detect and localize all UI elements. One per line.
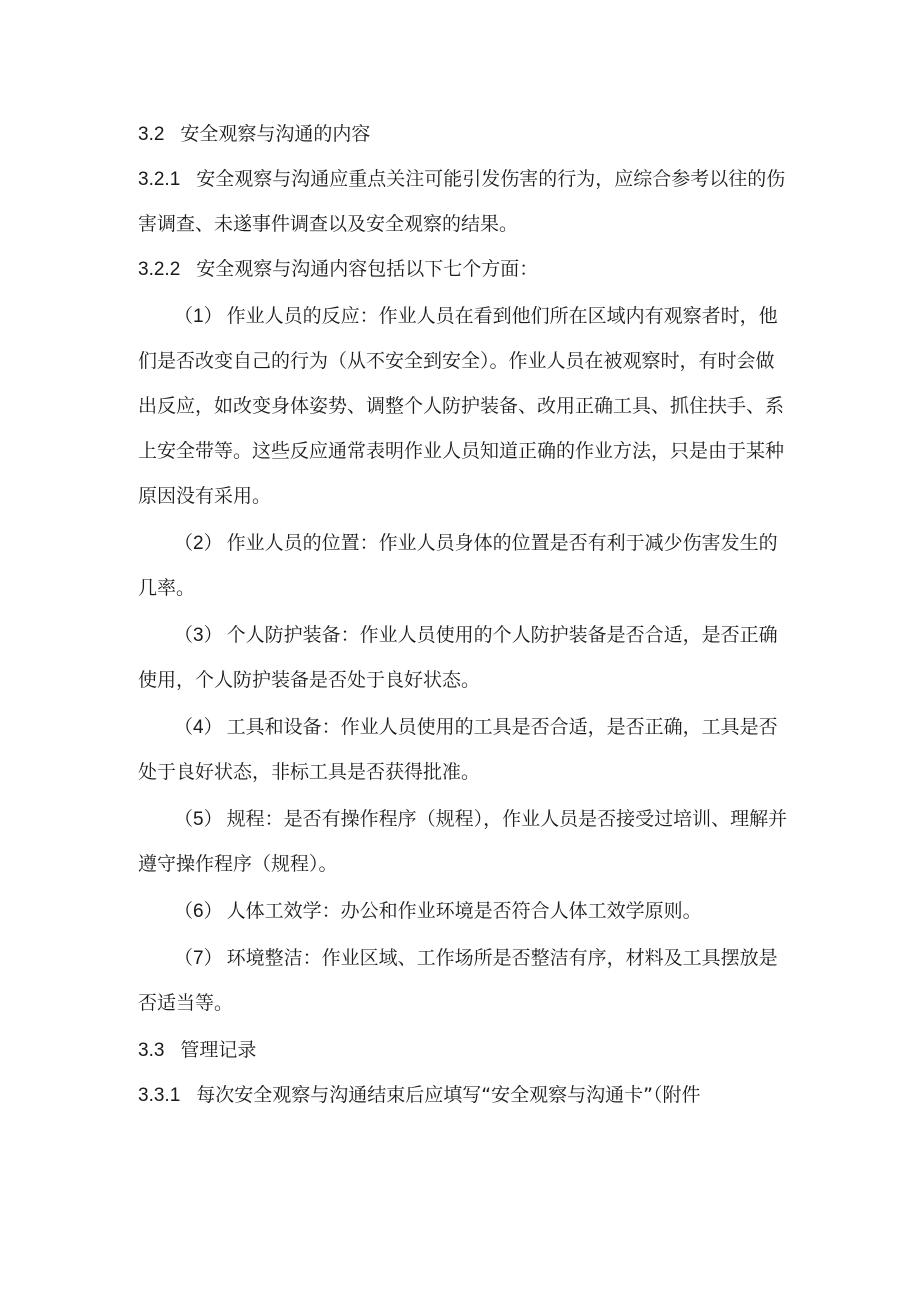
section-title: 安全观察与沟通的内容 bbox=[180, 123, 371, 145]
item-number: （1） bbox=[174, 306, 223, 327]
item-text: 作业人员的位置：作业人员身体的位置是否有利于减少伤害发生的几率。 bbox=[138, 532, 778, 599]
paragraph-text: 每次安全观察与沟通结束后应填写“安全观察与沟通卡”（附件 bbox=[196, 1084, 701, 1106]
item-text: 工具和设备：作业人员使用的工具是否合适，是否正确，工具是否处于良好状态，非标工具是否获得批准。 bbox=[138, 716, 778, 783]
section-heading-3-2 bbox=[138, 112, 788, 157]
item-text: 规程：是否有操作程序（规程），作业人员是否接受过培训、理解并遵守操作程序（规程）。 bbox=[138, 808, 788, 875]
item-text: 个人防护装备：作业人员使用的个人防护装备是否合适，是否正确使用，个人防护装备是否处于良好状态。 bbox=[138, 624, 778, 691]
item-number: （3） bbox=[174, 625, 223, 646]
item-text: 环境整洁：作业区域、工作场所是否整洁有序，材料及工具摆放是否适当等。 bbox=[138, 947, 778, 1014]
item-number: （4） bbox=[174, 717, 223, 738]
item-number: （7） bbox=[174, 948, 223, 969]
item-text: 作业人员的反应：作业人员在看到他们所在区域内有观察者时，他们是否改变自己的行为（从不安全到安全）。作业人员在被观察时，有时会做出反应，如改变身体姿势、调整个人防护装备、改用正确工具、抓住扶手、系上安全带等。这些反应通常表明作业人员知道正确的作业方法，只是由于某种原因没有采用。 bbox=[138, 305, 785, 507]
item-number: （5） bbox=[174, 809, 223, 830]
list-item-1 bbox=[138, 294, 788, 519]
list-item-6 bbox=[138, 889, 788, 934]
item-text: 人体工效学：办公和作业环境是否符合人体工效学原则。 bbox=[226, 900, 702, 922]
item-number: （6） bbox=[174, 901, 223, 922]
paragraph-3-2-1 bbox=[138, 157, 788, 247]
list-item-7 bbox=[138, 936, 788, 1026]
paragraph-3-2-2 bbox=[138, 247, 788, 292]
paragraph-3-3-1 bbox=[138, 1073, 788, 1118]
paragraph-text: 安全观察与沟通内容包括以下七个方面： bbox=[196, 258, 539, 280]
section-number: 3.2 bbox=[138, 124, 165, 145]
list-item-3 bbox=[138, 613, 788, 703]
paragraph-number: 3.2.1 bbox=[138, 169, 181, 190]
list-item-5 bbox=[138, 797, 788, 887]
list-item-2 bbox=[138, 521, 788, 611]
paragraph-text: 安全观察与沟通应重点关注可能引发伤害的行为，应综合参考以往的伤害调查、未遂事件调查以及安全观察的结果。 bbox=[138, 168, 786, 235]
item-number: （2） bbox=[174, 533, 223, 554]
section-heading-3-3 bbox=[138, 1028, 788, 1073]
section-title: 管理记录 bbox=[180, 1039, 257, 1061]
document-body bbox=[138, 112, 788, 1118]
section-number: 3.3 bbox=[138, 1040, 165, 1061]
paragraph-number: 3.3.1 bbox=[138, 1085, 181, 1106]
paragraph-number: 3.2.2 bbox=[138, 259, 181, 280]
list-item-4 bbox=[138, 705, 788, 795]
